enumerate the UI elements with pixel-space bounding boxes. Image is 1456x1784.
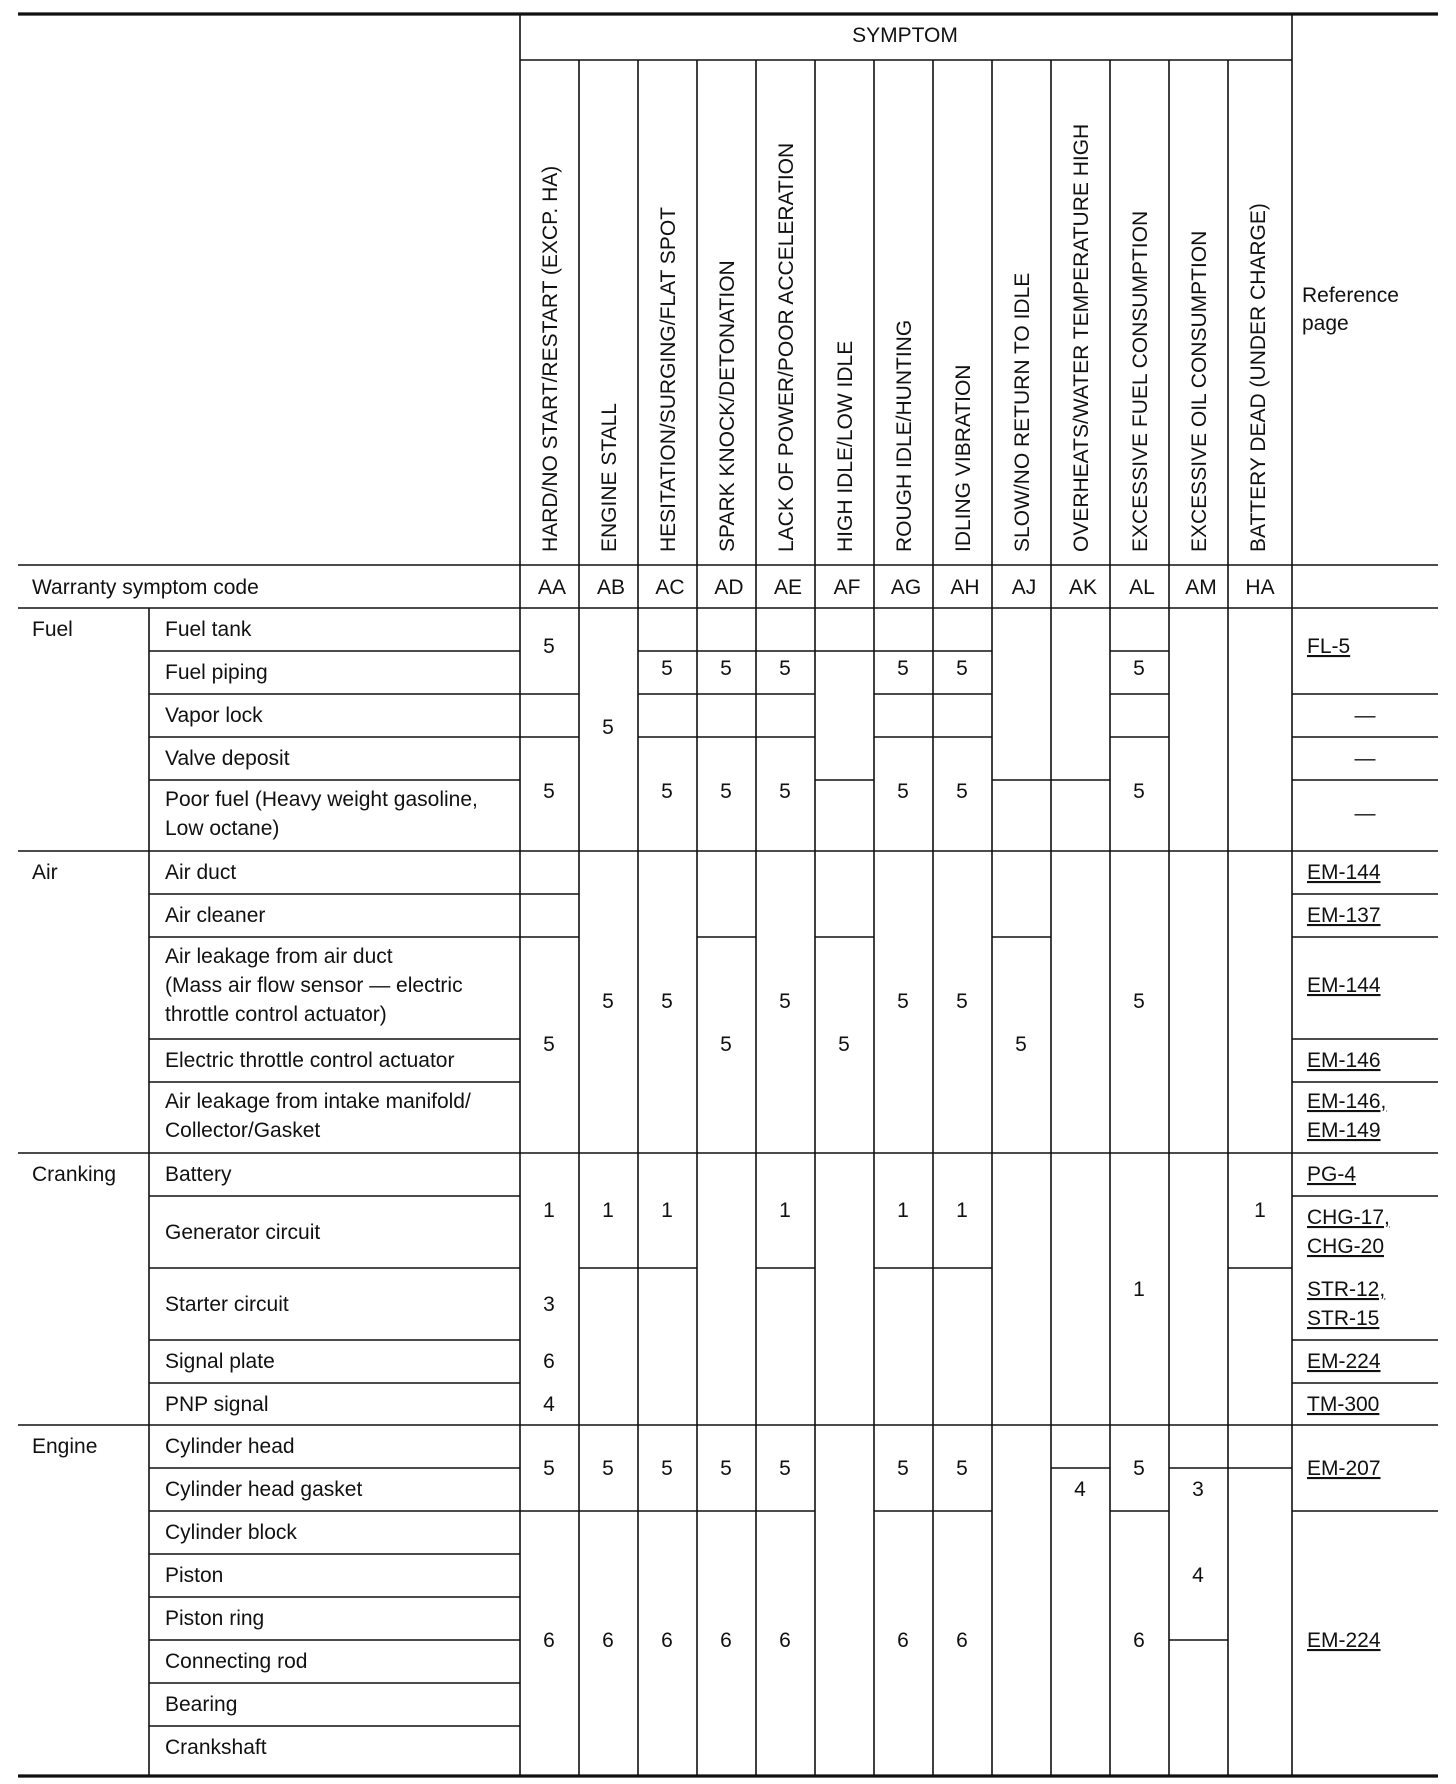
item-valve-deposit: Valve deposit: [165, 747, 290, 770]
cell-value: 5: [956, 990, 968, 1013]
cell-value: 5: [779, 990, 791, 1013]
code-ac: AC: [655, 576, 685, 599]
ref-str-15[interactable]: STR-15: [1307, 1307, 1380, 1330]
item-connecting-rod: Connecting rod: [165, 1650, 308, 1673]
category-labels: [32, 618, 116, 1458]
item-air-leakage-duct-line2: (Mass air flow sensor — electric: [165, 974, 463, 997]
ref-em-207[interactable]: EM-207: [1307, 1457, 1381, 1480]
ref-chg-17[interactable]: CHG-17,: [1307, 1206, 1390, 1229]
ref-dash: —: [1354, 747, 1376, 770]
cell-value: 5: [720, 1457, 732, 1480]
cell-value: 5: [543, 635, 555, 658]
ref-dash: —: [1354, 802, 1376, 825]
column-header-ac: HESITATION/SURGING/FLAT SPOT: [657, 207, 680, 552]
item-pnp-signal: PNP signal: [165, 1393, 269, 1416]
item-cylinder-head-gasket: Cylinder head gasket: [165, 1478, 363, 1501]
ref-em-144[interactable]: EM-144: [1307, 974, 1381, 997]
column-header-aj: SLOW/NO RETURN TO IDLE: [1011, 272, 1034, 552]
cell-value: 6: [1133, 1629, 1145, 1652]
category-engine: Engine: [32, 1435, 98, 1458]
cell-value: 4: [1192, 1564, 1204, 1587]
warranty-codes: [538, 576, 1275, 599]
column-header-ag: ROUGH IDLE/HUNTING: [893, 319, 916, 552]
cell-value: 5: [661, 657, 673, 680]
item-electric-throttle: Electric throttle control actuator: [165, 1049, 455, 1072]
item-piston: Piston: [165, 1564, 224, 1587]
item-vapor-lock: Vapor lock: [165, 704, 263, 727]
ref-pg-4[interactable]: PG-4: [1307, 1163, 1357, 1186]
reference-header-line2: page: [1302, 312, 1349, 335]
item-battery: Battery: [165, 1163, 232, 1186]
cell-value: 5: [838, 1033, 850, 1056]
column-header-am: EXCESSIVE OIL CONSUMPTION: [1188, 230, 1211, 552]
cell-value: 6: [720, 1629, 732, 1652]
ref-em-224[interactable]: EM-224: [1307, 1629, 1381, 1652]
cell-value: 6: [543, 1629, 555, 1652]
cell-value: 6: [602, 1629, 614, 1652]
cell-value: 1: [897, 1199, 909, 1222]
column-header-af: HIGH IDLE/LOW IDLE: [834, 340, 857, 552]
reference-header-line1: Reference: [1302, 284, 1399, 307]
cell-value: 5: [720, 657, 732, 680]
cell-value: 5: [956, 657, 968, 680]
ref-em-146[interactable]: EM-146,: [1307, 1090, 1387, 1113]
ref-tm-300[interactable]: TM-300: [1307, 1393, 1380, 1416]
cell-value: 1: [956, 1199, 968, 1222]
cell-value: 5: [602, 990, 614, 1013]
cell-value: 6: [543, 1350, 555, 1373]
cell-value: 1: [543, 1199, 555, 1222]
symptom-column-headers: [539, 124, 1270, 552]
category-fuel: Fuel: [32, 618, 73, 641]
ref-em-137[interactable]: EM-137: [1307, 904, 1381, 927]
column-header-ah: IDLING VIBRATION: [952, 364, 975, 552]
item-fuel-tank: Fuel tank: [165, 618, 252, 641]
category-air: Air: [32, 861, 58, 884]
item-starter-circuit: Starter circuit: [165, 1293, 289, 1316]
cell-value: 5: [1133, 990, 1145, 1013]
column-header-aa: HARD/NO START/RESTART (EXCP. HA): [539, 165, 562, 552]
cell-value: 1: [602, 1199, 614, 1222]
column-header-ha: BATTERY DEAD (UNDER CHARGE): [1247, 203, 1270, 552]
code-ah: AH: [950, 576, 980, 599]
cell-value: 5: [897, 1457, 909, 1480]
cell-value: 5: [897, 990, 909, 1013]
code-ak: AK: [1068, 576, 1098, 599]
item-poor-fuel-line1: Poor fuel (Heavy weight gasoline,: [165, 788, 478, 811]
item-air-leakage-duct-line1: Air leakage from air duct: [165, 945, 393, 968]
cell-value: 6: [897, 1629, 909, 1652]
item-piston-ring: Piston ring: [165, 1607, 265, 1630]
code-ag: AG: [890, 576, 922, 599]
column-header-ab: ENGINE STALL: [598, 403, 621, 552]
code-af: AF: [833, 576, 861, 599]
cell-value: 5: [779, 1457, 791, 1480]
reference-links[interactable]: [1307, 635, 1390, 1652]
symptom-header: SYMPTOM: [852, 24, 958, 47]
category-cranking: Cranking: [32, 1163, 117, 1186]
code-ae: AE: [773, 576, 803, 599]
column-header-ad: SPARK KNOCK/DETONATION: [716, 260, 739, 552]
cell-value: 5: [1015, 1033, 1027, 1056]
cell-value: 5: [956, 780, 968, 803]
item-crankshaft: Crankshaft: [165, 1736, 267, 1759]
item-cylinder-block: Cylinder block: [165, 1521, 297, 1544]
ref-fl-5[interactable]: FL-5: [1307, 635, 1351, 658]
cell-value: 5: [602, 716, 614, 739]
cell-value: 5: [661, 1457, 673, 1480]
ref-em-149[interactable]: EM-149: [1307, 1119, 1381, 1142]
item-air-leakage-manifold-line1: Air leakage from intake manifold/: [165, 1090, 471, 1113]
item-signal-plate: Signal plate: [165, 1350, 275, 1373]
cell-value: 4: [1074, 1478, 1086, 1501]
cell-value: 6: [956, 1629, 968, 1652]
cell-value: 6: [779, 1629, 791, 1652]
item-fuel-piping: Fuel piping: [165, 661, 268, 684]
cell-value: 5: [956, 1457, 968, 1480]
item-cylinder-head: Cylinder head: [165, 1435, 295, 1458]
cell-value: 5: [720, 780, 732, 803]
ref-em-146[interactable]: EM-146: [1307, 1049, 1381, 1072]
cell-value: 5: [661, 780, 673, 803]
item-generator-circuit: Generator circuit: [165, 1221, 321, 1244]
code-ha: HA: [1245, 576, 1275, 599]
cell-value: 5: [602, 1457, 614, 1480]
cell-value: 3: [543, 1293, 555, 1316]
cell-value: 5: [779, 780, 791, 803]
item-air-duct: Air duct: [165, 861, 237, 884]
item-poor-fuel-line2: Low octane): [165, 817, 280, 840]
cell-values: [543, 635, 1266, 1652]
cell-value: 5: [1133, 1457, 1145, 1480]
code-ab: AB: [596, 576, 626, 599]
cell-value: 1: [1254, 1199, 1266, 1222]
code-aa: AA: [537, 576, 567, 599]
cell-value: 4: [543, 1393, 555, 1416]
cell-value: 5: [897, 780, 909, 803]
cell-value: 6: [661, 1629, 673, 1652]
ref-em-224[interactable]: EM-224: [1307, 1350, 1381, 1373]
cell-value: 5: [897, 657, 909, 680]
item-air-leakage-duct-line3: throttle control actuator): [165, 1003, 387, 1026]
column-header-ak: OVERHEATS/WATER TEMPERATURE HIGH: [1070, 123, 1093, 552]
ref-em-144[interactable]: EM-144: [1307, 861, 1381, 884]
item-bearing: Bearing: [165, 1693, 238, 1716]
ref-chg-20[interactable]: CHG-20: [1307, 1235, 1385, 1258]
ref-dash: —: [1354, 704, 1376, 727]
warranty-code-label: Warranty symptom code: [32, 576, 259, 599]
code-aj: AJ: [1011, 576, 1037, 599]
code-al: AL: [1129, 576, 1155, 599]
cell-value: 5: [543, 1033, 555, 1056]
item-labels: [165, 618, 478, 1759]
cell-value: 5: [779, 657, 791, 680]
item-air-leakage-manifold-line2: Collector/Gasket: [165, 1119, 321, 1142]
column-header-al: EXCESSIVE FUEL CONSUMPTION: [1129, 210, 1152, 552]
cell-value: 5: [720, 1033, 732, 1056]
item-air-cleaner: Air cleaner: [165, 904, 266, 927]
cell-value: 5: [1133, 657, 1145, 680]
column-header-ae: LACK OF POWER/POOR ACCELERATION: [775, 142, 798, 552]
cell-value: 5: [543, 780, 555, 803]
code-am: AM: [1185, 576, 1217, 599]
cell-value: 3: [1192, 1478, 1204, 1501]
cell-value: 5: [543, 1457, 555, 1480]
cell-value: 1: [661, 1199, 673, 1222]
cell-value: 1: [779, 1199, 791, 1222]
code-ad: AD: [714, 576, 744, 599]
cell-value: 1: [1133, 1278, 1145, 1301]
cell-value: 5: [1133, 780, 1145, 803]
cell-value: 5: [661, 990, 673, 1013]
ref-str-12[interactable]: STR-12,: [1307, 1278, 1386, 1301]
